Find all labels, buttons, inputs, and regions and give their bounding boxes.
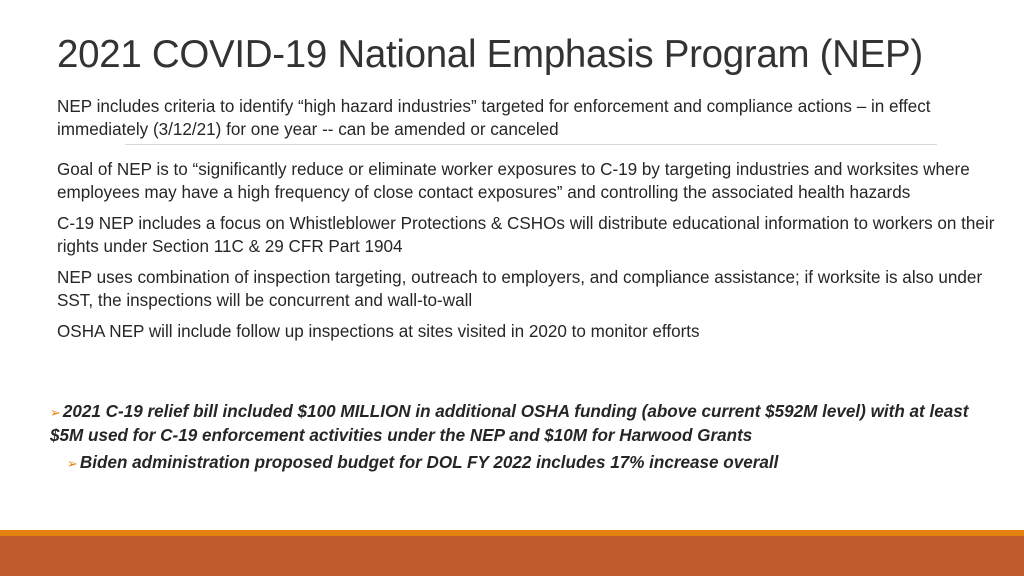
footer-band: [0, 530, 1024, 576]
bullet-biden-budget-text: Biden administration proposed budget for DOL FY 2022 includes 17% increase overall: [79, 453, 779, 472]
divider-line: [125, 144, 937, 145]
slide-body: [57, 95, 1007, 351]
paragraph-nep-criteria: NEP includes criteria to identify “high hazard industries” targeted for enforcement and compliance actions – in effect immediately (3/12/21) for one year -- can be amended or canceled: [57, 97, 931, 139]
arrow-bullet-icon: ➢: [50, 405, 61, 420]
paragraph-inspection-targeting: NEP uses combination of inspection targeting, outreach to employers, and compliance assistance; if worksite is also under SST, the inspections will be concurrent and wall-to-wall: [57, 268, 983, 310]
paragraph-nep-goal: Goal of NEP is to “significantly reduce or eliminate worker exposures to C-19 by targeting industries and worksites where employees may have a high frequency of close contact exposures” and controlling the associated health hazards: [57, 160, 970, 202]
slide-title: 2021 COVID-19 National Emphasis Program (NEP): [57, 33, 923, 76]
bullet-relief-bill-text: 2021 C-19 relief bill included $100 MILLION in additional OSHA funding (above current $592M level) with at least $5M used for C-19 enforcement activities under the NEP and $10M for Harwood Grants: [50, 402, 969, 445]
paragraph-whistleblower: C-19 NEP includes a focus on Whistleblower Protections & CSHOs will distribute educational information to workers on their rights under Section 11C & 29 CFR Part 1904: [57, 214, 995, 256]
bullet-relief-bill: [50, 400, 1000, 447]
paragraph-follow-up: OSHA NEP will include follow up inspections at sites visited in 2020 to monitor efforts: [57, 322, 700, 341]
arrow-bullet-icon: ➢: [67, 456, 78, 471]
bullet-biden-budget: [67, 451, 1007, 475]
footer-color-band: [0, 536, 1024, 576]
